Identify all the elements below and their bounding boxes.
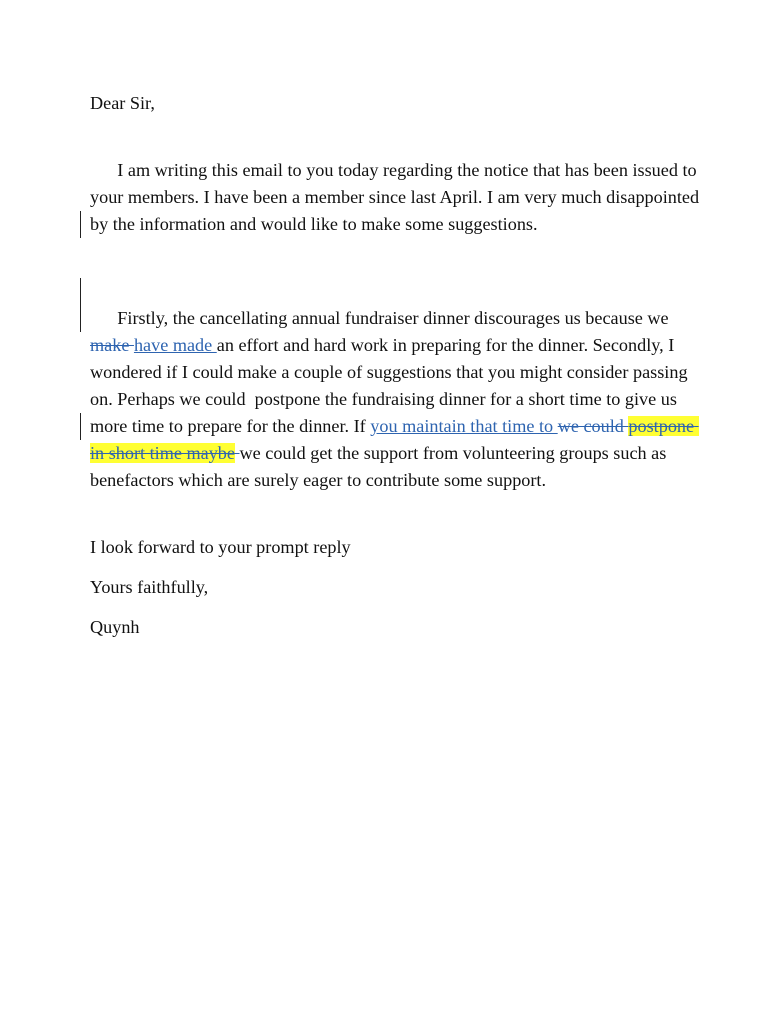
letter-body xyxy=(90,90,704,654)
paragraph-suggestions xyxy=(90,278,700,521)
paragraph-notice-text: I am writing this email to you today regarding the notice that has been issued to your members. I have been a member since last April. I am very much disappointed by the information and would like to make some suggestions. xyxy=(90,160,704,234)
text-run: an effort and hard work in preparing for the dinner. Secondly, I wondered if I could make a couple of suggestions that you might consider passing on. Perhaps we could postpone the fundraising dinner for a short time to give us more time to prepare for the dinner. If xyxy=(90,335,693,436)
deleted-text[interactable]: we could xyxy=(557,416,629,436)
change-bar xyxy=(80,211,81,238)
paragraph-notice xyxy=(90,130,704,265)
text-run: we could get the support from volunteering groups such as benefactors which are surely eager to contribute some support. xyxy=(90,443,671,490)
salutation: Dear Sir, xyxy=(90,93,155,113)
paragraph-closing-line: I look forward to your prompt reply xyxy=(90,537,351,557)
inserted-text[interactable]: have made xyxy=(133,335,217,355)
deleted-text[interactable]: make xyxy=(90,335,134,355)
text-run: Firstly, the cancellating annual fundraiser dinner discourages us because we xyxy=(117,308,674,328)
inserted-text[interactable]: you maintain that time to xyxy=(370,416,558,436)
change-bar xyxy=(80,413,81,440)
deleted-highlighted-text[interactable]: postpone in short time maybe xyxy=(90,416,699,463)
change-bar xyxy=(80,278,81,332)
signature: Quynh xyxy=(90,617,140,637)
closing: Yours faithfully, xyxy=(90,577,209,597)
